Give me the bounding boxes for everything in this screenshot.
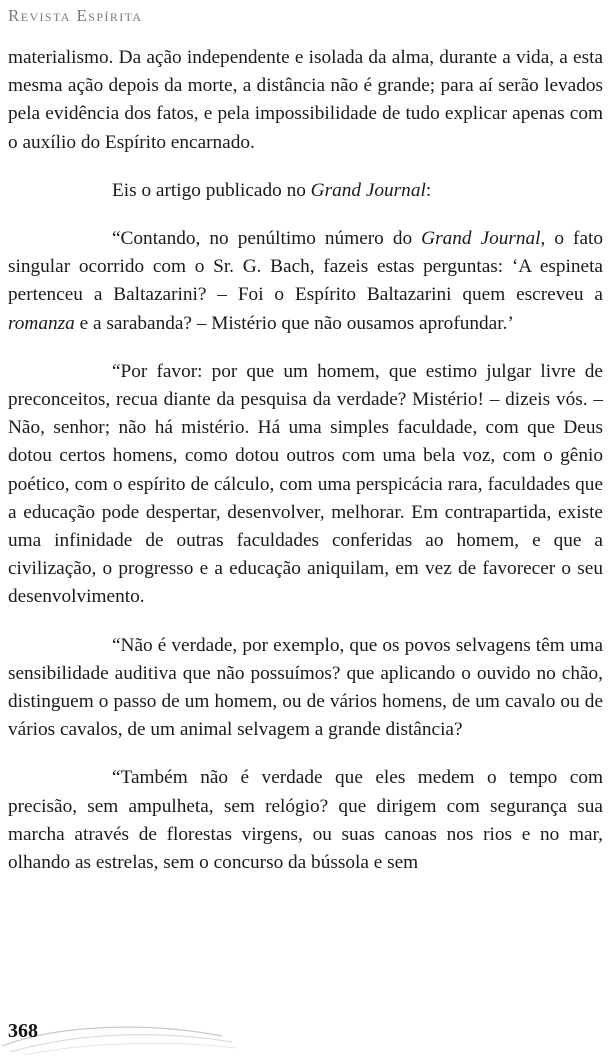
text-run: “Por favor: por que um homem, que estimo julgar livre de preconceitos, recua diante da pesquisa da verdade? Mistério! – dizeis vós. – Não, senhor; não há mistério. Há uma simples faculdade, com que Deus dotou certos homens, como dotou outros com uma bela voz, com o gênio poético, com o espírito de cálculo, com uma perspicácia rara, faculdades que a educação pode despertar, desenvolver, melhorar. Em contrapartida, existe uma infinidade de outras faculdades conferidas ao homem, e que a civilização, o progresso e a educação aniquilam, em vez de favorecer o seu desenvolvimento. (8, 360, 603, 608)
paragraph (8, 44, 603, 157)
page-number: 368 (8, 1020, 38, 1042)
running-header: Revista Espírita (8, 6, 143, 25)
text-run: : (425, 179, 432, 201)
text-run: “Contando, no penúltimo número do (112, 228, 422, 250)
text-run: “Não é verdade, por exemplo, que os povos selvagens têm uma sensibilidade auditiva que não possuímos? que aplicando o ouvido no chão, distinguem o passo de um homem, ou de vários homens, de um cavalo ou de vários cavalos, de um animal selvagem a grande distância? (8, 634, 603, 741)
text-run: e a sarabanda? – Mistério que não ousamos aprofundar.’ (74, 312, 514, 334)
italic-text: Grand Journal (421, 228, 541, 250)
text-run: , o fato singular ocorrido com o Sr. G. Bach, fazeis estas perguntas: ‘A espineta pertenceu a Baltazarini? – Foi o Espírito Baltazarini quem escreveu a (8, 228, 604, 306)
italic-text: Grand Journal (310, 179, 426, 201)
text-run: Eis o artigo publicado no (112, 179, 311, 201)
page-body (8, 44, 603, 877)
italic-text: romanza (8, 312, 75, 334)
text-run: “Também não é verdade que eles medem o tempo com precisão, sem ampulheta, sem relógio? que dirigem com segurança sua marcha através de florestas virgens, ou suas canoas nos rios e no mar, olhando as estrelas, sem o concurso da bússola e sem (8, 767, 603, 874)
paragraph (8, 632, 603, 745)
paragraph (8, 225, 603, 338)
paragraph (8, 764, 603, 877)
text-run: materialismo. Da ação independente e isolada da alma, durante a vida, a esta mesma ação depois da morte, a distância não é grande; para aí serão levados pela evidência dos fatos, e pela impossibilidade de tudo explicar apenas com o auxílio do Espírito encarnado. (8, 47, 603, 153)
paragraph (8, 358, 603, 612)
paragraph (8, 177, 603, 205)
